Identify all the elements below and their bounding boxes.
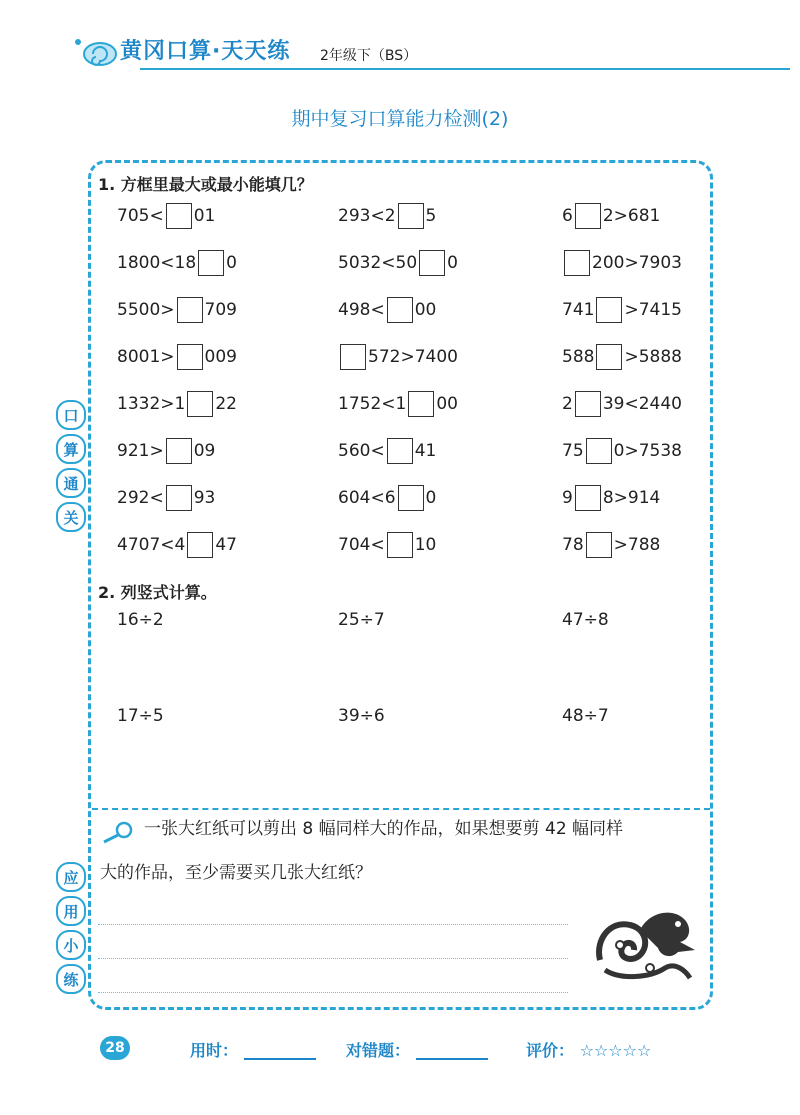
answer-box[interactable] xyxy=(166,203,192,229)
expr-left: 292< xyxy=(117,488,164,508)
expr-right: 41 xyxy=(414,441,437,461)
expr-right: 2>681 xyxy=(602,206,661,226)
side-tag-char: 口 xyxy=(56,400,86,430)
fill-box-item xyxy=(117,250,237,276)
fill-box-item xyxy=(117,203,215,229)
expr-right: 10 xyxy=(414,535,437,555)
answer-line xyxy=(98,992,568,993)
fill-box-item xyxy=(117,438,215,464)
side-tag-char: 通 xyxy=(56,468,86,498)
side-tag-apply xyxy=(56,862,86,994)
expr-left: 9 xyxy=(562,488,573,508)
expr-left: 78 xyxy=(562,535,584,555)
expr-right: 01 xyxy=(193,206,216,226)
calc-item: 16÷2 xyxy=(117,610,164,630)
expr-right: 572>7400 xyxy=(368,347,458,367)
answer-box[interactable] xyxy=(387,438,413,464)
fill-box-item xyxy=(562,391,682,417)
expr-left: 604<6 xyxy=(338,488,396,508)
expr-left: 8001> xyxy=(117,347,175,367)
answer-box[interactable] xyxy=(419,250,445,276)
answer-box[interactable] xyxy=(564,250,590,276)
answer-box[interactable] xyxy=(187,532,213,558)
fill-box-item xyxy=(338,344,458,370)
section1-heading: 1. 方框里最大或最小能填几？ xyxy=(98,175,313,194)
answer-box[interactable] xyxy=(596,344,622,370)
fill-box-item xyxy=(338,203,436,229)
expr-right: 0 xyxy=(425,488,437,508)
fill-box-item xyxy=(338,391,458,417)
expr-right: 09 xyxy=(193,441,216,461)
rating-stars[interactable]: ☆☆☆☆☆ xyxy=(579,1041,652,1060)
calc-item: 48÷7 xyxy=(562,706,609,726)
header-rule xyxy=(140,68,790,70)
page-number: 28 xyxy=(100,1036,130,1060)
expr-left: 560< xyxy=(338,441,385,461)
time-field xyxy=(190,1038,316,1061)
answer-box[interactable] xyxy=(177,344,203,370)
expr-left: 293<2 xyxy=(338,206,396,226)
fill-box-item xyxy=(562,203,660,229)
calc-item: 17÷5 xyxy=(117,706,164,726)
fill-box-item xyxy=(562,344,682,370)
answer-box[interactable] xyxy=(398,203,424,229)
page-title: 期中复习口算能力检测(2) xyxy=(291,108,509,130)
fill-box-item xyxy=(117,391,237,417)
answer-box[interactable] xyxy=(166,438,192,464)
expr-left: 2 xyxy=(562,394,573,414)
fill-box-item xyxy=(338,297,436,323)
expr-left: 705< xyxy=(117,206,164,226)
fill-box-item xyxy=(562,250,682,276)
expr-right: 47 xyxy=(215,535,237,555)
expr-right: 93 xyxy=(193,488,216,508)
expr-right: 00 xyxy=(436,394,458,414)
answer-box[interactable] xyxy=(575,203,601,229)
answer-box[interactable] xyxy=(575,391,601,417)
expr-left: 6 xyxy=(562,206,573,226)
fill-box-item xyxy=(562,485,660,511)
answer-box[interactable] xyxy=(398,485,424,511)
expr-right: 8>914 xyxy=(602,488,661,508)
expr-left: 5500> xyxy=(117,300,175,320)
errors-blank[interactable] xyxy=(416,1058,488,1060)
expr-left: 1752<1 xyxy=(338,394,407,414)
side-tag-char: 关 xyxy=(56,502,86,532)
expr-left: 1800<18 xyxy=(117,253,197,273)
errors-label: 对错题： xyxy=(346,1041,411,1060)
grade-label: 2年级下（BS） xyxy=(320,48,418,64)
side-tag-char: 练 xyxy=(56,964,86,994)
answer-box[interactable] xyxy=(596,297,622,323)
expr-left: 588 xyxy=(562,347,595,367)
snail-icon xyxy=(70,32,120,66)
expr-right: 39<2440 xyxy=(602,394,682,414)
side-tag-oral xyxy=(56,400,86,532)
fill-box-item xyxy=(562,438,682,464)
expr-left: 498< xyxy=(338,300,385,320)
calc-item: 25÷7 xyxy=(338,610,385,630)
fill-box-item xyxy=(338,438,436,464)
expr-right: 0 xyxy=(226,253,237,273)
problem-line-2: 大的作品，至少需要买几张大红纸？ xyxy=(100,863,372,883)
answer-box[interactable] xyxy=(408,391,434,417)
expr-right: 0>7538 xyxy=(613,441,682,461)
expr-left: 4707<4 xyxy=(117,535,186,555)
fill-box-item xyxy=(117,532,237,558)
logo-title: 黄冈口算·天天练 xyxy=(120,38,291,64)
expr-right: 709 xyxy=(204,300,237,320)
answer-box[interactable] xyxy=(340,344,366,370)
expr-right: 200>7903 xyxy=(592,253,682,273)
expr-left: 741 xyxy=(562,300,595,320)
time-blank[interactable] xyxy=(244,1058,316,1060)
calc-item: 47÷8 xyxy=(562,610,609,630)
side-tag-char: 应 xyxy=(56,862,86,892)
rating-field xyxy=(526,1038,651,1061)
answer-box[interactable] xyxy=(586,532,612,558)
expr-right: 009 xyxy=(204,347,237,367)
expr-left: 1332>1 xyxy=(117,394,186,414)
answer-line xyxy=(98,924,568,925)
answer-line xyxy=(98,958,568,959)
time-label: 用时： xyxy=(190,1041,239,1060)
fill-box-item xyxy=(338,250,458,276)
expr-left: 5032<50 xyxy=(338,253,418,273)
answer-box[interactable] xyxy=(187,391,213,417)
calc-item: 39÷6 xyxy=(338,706,385,726)
answer-box[interactable] xyxy=(387,297,413,323)
expr-right: 00 xyxy=(414,300,437,320)
expr-right: >788 xyxy=(613,535,661,555)
rating-label: 评价： xyxy=(526,1041,575,1060)
answer-box[interactable] xyxy=(575,485,601,511)
fill-box-item xyxy=(117,344,237,370)
section2-heading: 2. 列竖式计算。 xyxy=(98,583,217,602)
answer-box[interactable] xyxy=(166,485,192,511)
fill-box-item xyxy=(338,485,436,511)
magnifier-icon xyxy=(98,818,136,846)
fill-box-item xyxy=(562,297,682,323)
logo xyxy=(70,32,290,66)
side-tag-char: 算 xyxy=(56,434,86,464)
answer-box[interactable] xyxy=(198,250,224,276)
side-tag-char: 小 xyxy=(56,930,86,960)
problem-line-1: 一张大红纸可以剪出 8 幅同样大的作品，如果想要剪 42 幅同样 xyxy=(144,819,624,839)
fill-box-item xyxy=(117,485,215,511)
expr-right: 22 xyxy=(215,394,237,414)
expr-left: 75 xyxy=(562,441,584,461)
expr-left: 704< xyxy=(338,535,385,555)
fill-box-item xyxy=(562,532,660,558)
expr-left: 921> xyxy=(117,441,164,461)
answer-box[interactable] xyxy=(387,532,413,558)
dragon-papercut-image xyxy=(590,900,702,982)
expr-right: >5888 xyxy=(624,347,682,367)
errors-field xyxy=(346,1038,488,1061)
expr-right: 5 xyxy=(425,206,437,226)
expr-right: 0 xyxy=(447,253,458,273)
side-tag-char: 用 xyxy=(56,896,86,926)
answer-box[interactable] xyxy=(177,297,203,323)
fill-box-item xyxy=(117,297,237,323)
answer-box[interactable] xyxy=(586,438,612,464)
expr-right: >7415 xyxy=(624,300,682,320)
fill-box-item xyxy=(338,532,436,558)
